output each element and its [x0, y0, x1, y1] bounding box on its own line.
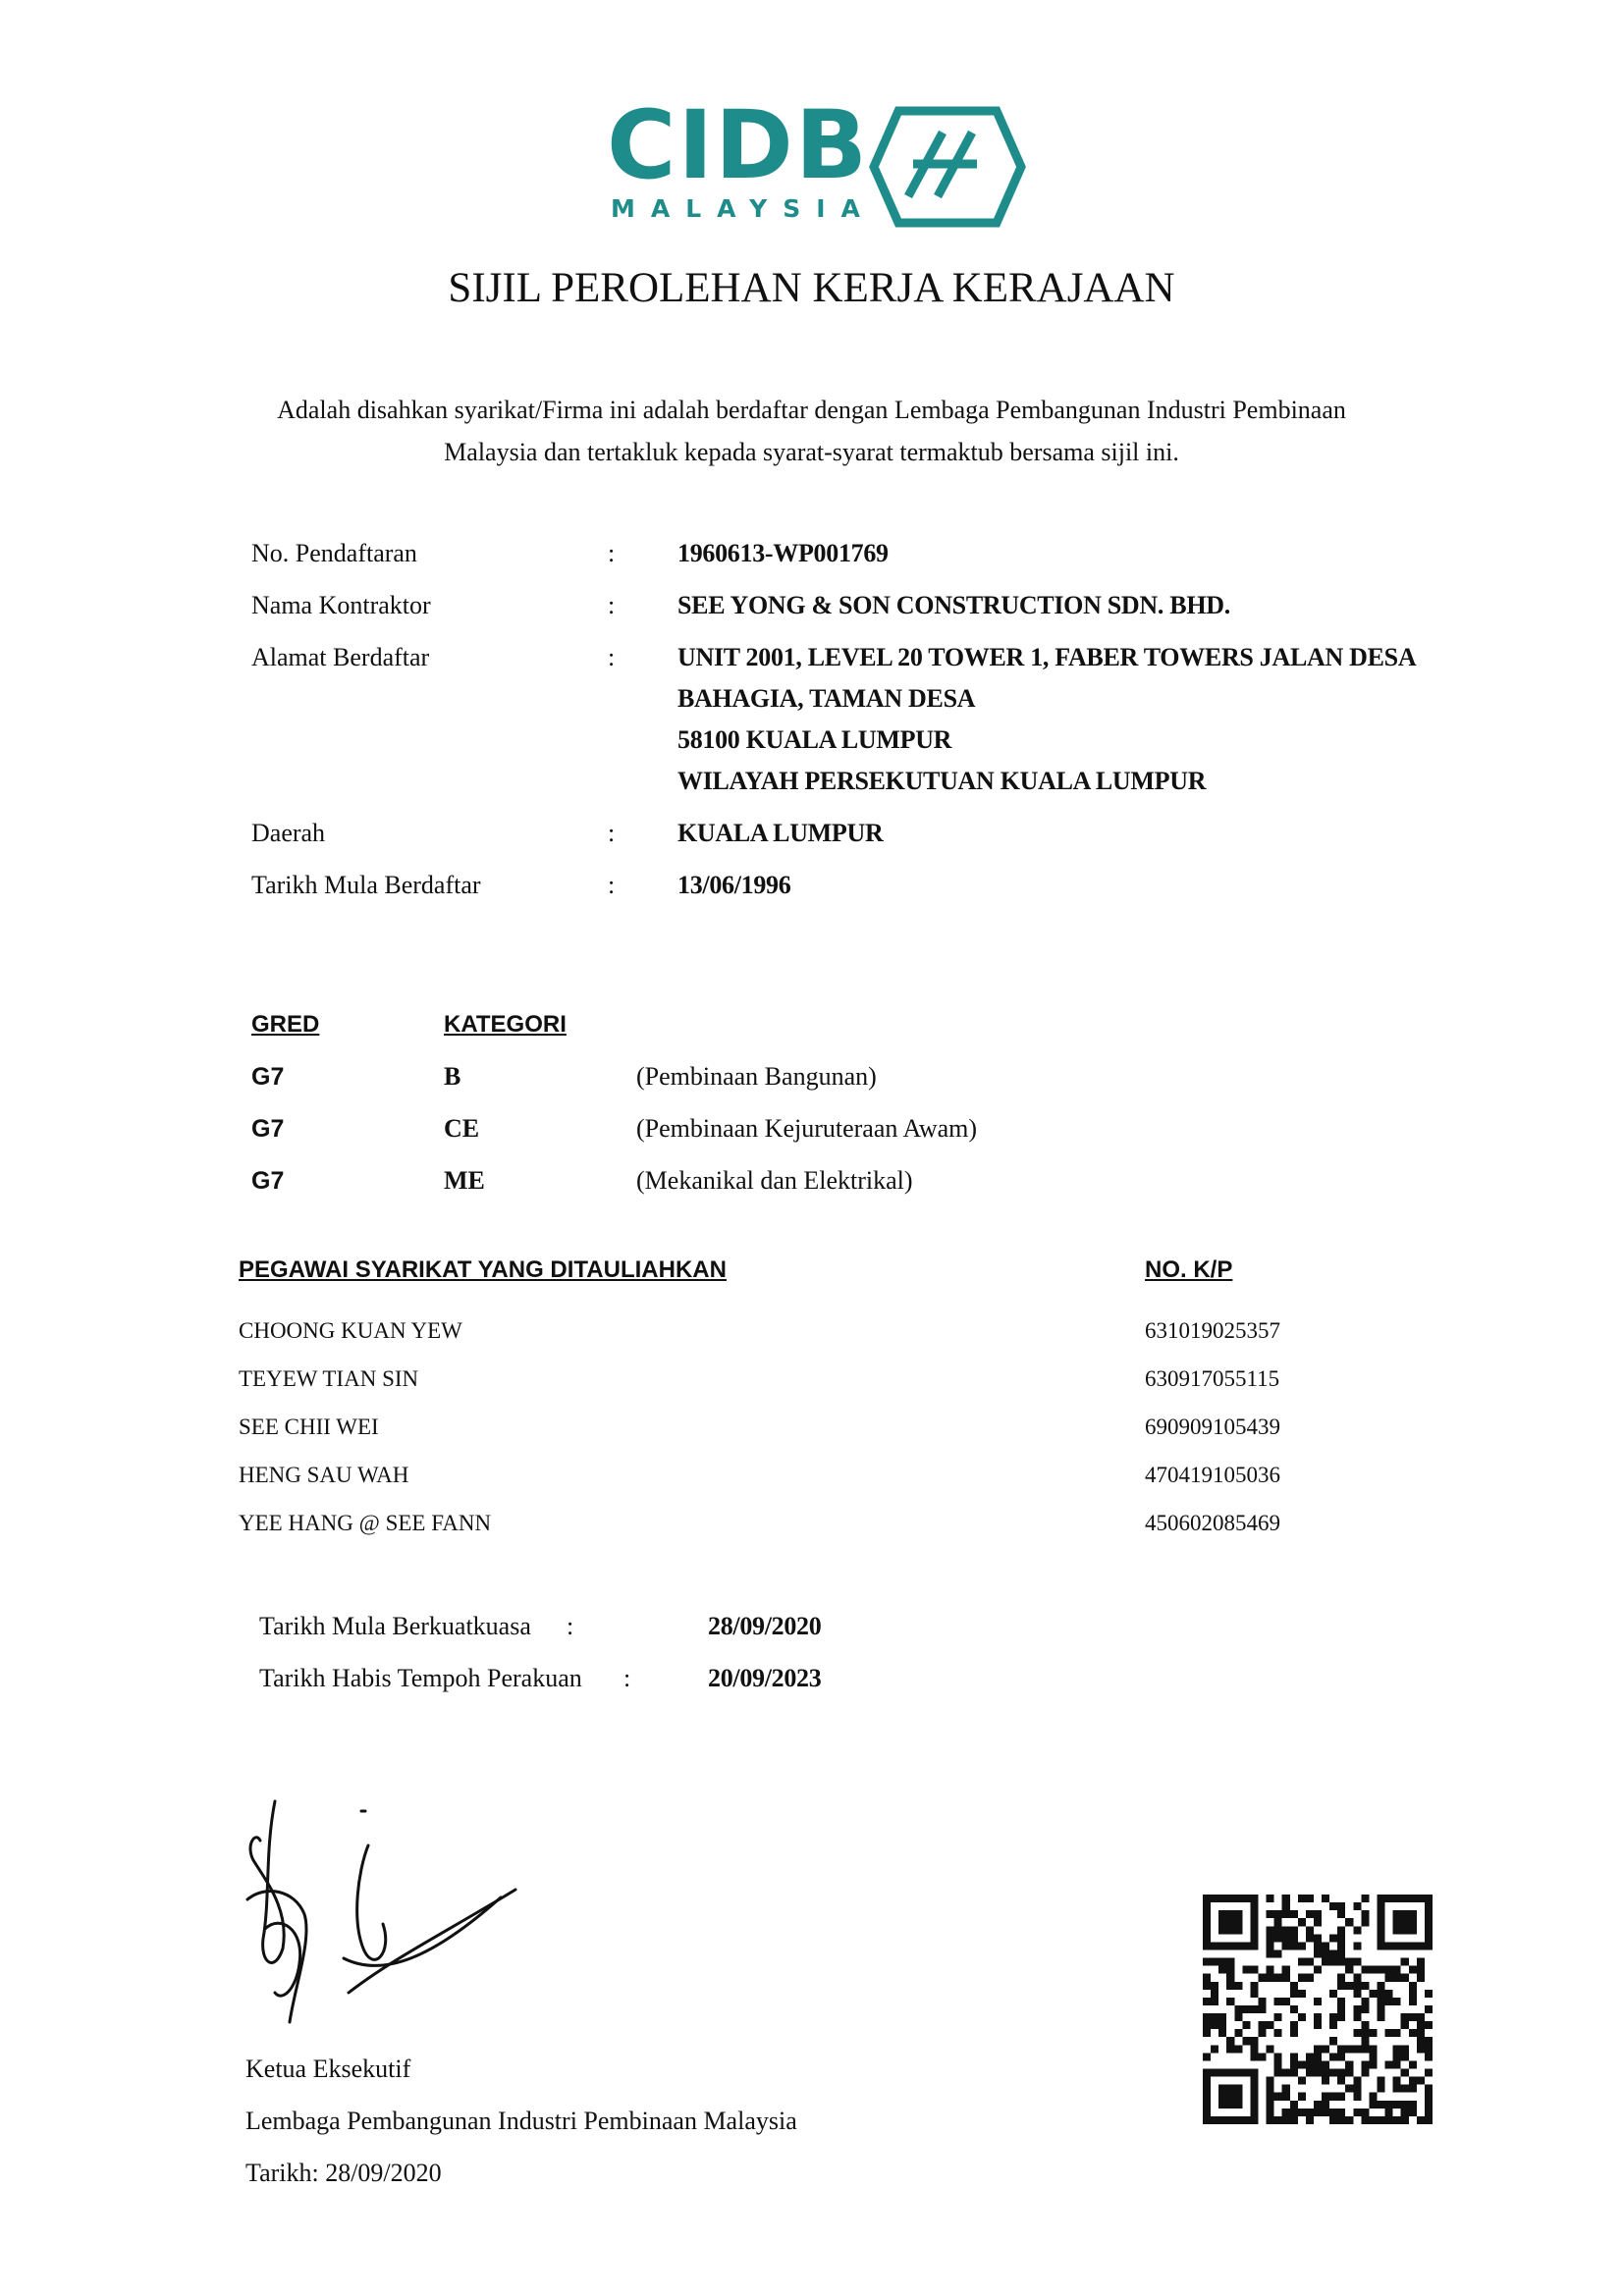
category-code: ME — [444, 1166, 485, 1195]
validity-start-value: 28/09/2020 — [708, 1612, 822, 1640]
validity-end-label: Tarikh Habis Tempoh Perakuan — [259, 1664, 582, 1692]
signatory-date: Tarikh: 28/09/2020 — [245, 2159, 442, 2187]
colon: : — [608, 871, 616, 899]
intro-line-2: Malaysia dan tertakluk kepada syarat-syarat termaktub bersama sijil ini. — [444, 438, 1179, 466]
category-description: (Pembinaan Bangunan) — [636, 1062, 877, 1091]
qr-code-icon — [1203, 1895, 1433, 2124]
signatory-organisation: Lembaga Pembangunan Industri Pembinaan Malaysia — [245, 2107, 797, 2135]
registration-no-value: 1960613-WP001769 — [677, 539, 889, 567]
validity-end-value: 20/09/2023 — [708, 1664, 822, 1692]
colon: : — [608, 643, 616, 671]
officer-name: YEE HANG @ SEE FANN — [239, 1511, 492, 1535]
colon: : — [623, 1664, 631, 1692]
category-description: (Pembinaan Kejuruteraan Awam) — [636, 1114, 978, 1143]
registration-date-value: 13/06/1996 — [677, 871, 791, 899]
intro-line-1: Adalah disahkan syarikat/Firma ini adalah berdaftar dengan Lembaga Pembangunan Industri Pembinaan — [277, 396, 1346, 424]
colon: : — [567, 1612, 574, 1640]
officer-name: SEE CHII WEI — [239, 1415, 379, 1439]
logo-country: MALAYSIA — [611, 194, 876, 223]
registration-no-label: No. Pendaftaran — [251, 539, 417, 567]
grade-value: G7 — [251, 1115, 285, 1143]
grade-header: GRED — [251, 1011, 320, 1038]
validity-start-label: Tarikh Mula Berkuatkuasa — [259, 1612, 531, 1640]
logo-brand: CIDB — [607, 90, 870, 200]
officer-ic: 450602085469 — [1145, 1511, 1280, 1535]
officer-name: TEYEW TIAN SIN — [239, 1366, 419, 1391]
officer-ic: 630917055115 — [1145, 1366, 1280, 1391]
colon: : — [608, 591, 616, 619]
address-line: UNIT 2001, LEVEL 20 TOWER 1, FABER TOWERS JALAN DESA — [677, 643, 1417, 671]
district-value: KUALA LUMPUR — [677, 819, 884, 847]
signature-icon — [236, 1791, 530, 2037]
cidb-logo-mark-icon — [859, 103, 1026, 231]
officer-name: HENG SAU WAH — [239, 1463, 409, 1487]
grade-value: G7 — [251, 1063, 285, 1091]
contractor-name-value: SEE YONG & SON CONSTRUCTION SDN. BHD. — [677, 591, 1230, 619]
category-header: KATEGORI — [444, 1011, 567, 1038]
category-description: (Mekanikal dan Elektrikal) — [636, 1166, 913, 1195]
grade-value: G7 — [251, 1167, 285, 1195]
officer-ic: 631019025357 — [1145, 1318, 1280, 1343]
district-label: Daerah — [251, 819, 326, 847]
officer-ic: 690909105439 — [1145, 1415, 1280, 1439]
address-value — [677, 637, 1416, 802]
officer-ic: 470419105036 — [1145, 1463, 1280, 1487]
address-line: BAHAGIA, TAMAN DESA — [677, 684, 976, 713]
address-label: Alamat Berdaftar — [251, 643, 430, 671]
address-line: WILAYAH PERSEKUTUAN KUALA LUMPUR — [677, 767, 1207, 795]
category-code: CE — [444, 1114, 480, 1143]
colon: : — [608, 539, 616, 567]
officers-ic-header: NO. K/P — [1145, 1256, 1233, 1283]
colon: : — [608, 819, 616, 847]
certificate-title: SIJIL PEROLEHAN KERJA KERAJAAN — [448, 265, 1175, 311]
signatory-title: Ketua Eksekutif — [245, 2055, 411, 2083]
category-code: B — [444, 1062, 461, 1091]
intro-text — [167, 389, 1456, 473]
officer-name: CHOONG KUAN YEW — [239, 1318, 462, 1343]
address-line: 58100 KUALA LUMPUR — [677, 725, 952, 754]
registration-date-label: Tarikh Mula Berdaftar — [251, 871, 481, 899]
officers-name-header: PEGAWAI SYARIKAT YANG DITAULIAHKAN — [239, 1256, 727, 1283]
contractor-name-label: Nama Kontraktor — [251, 591, 431, 619]
